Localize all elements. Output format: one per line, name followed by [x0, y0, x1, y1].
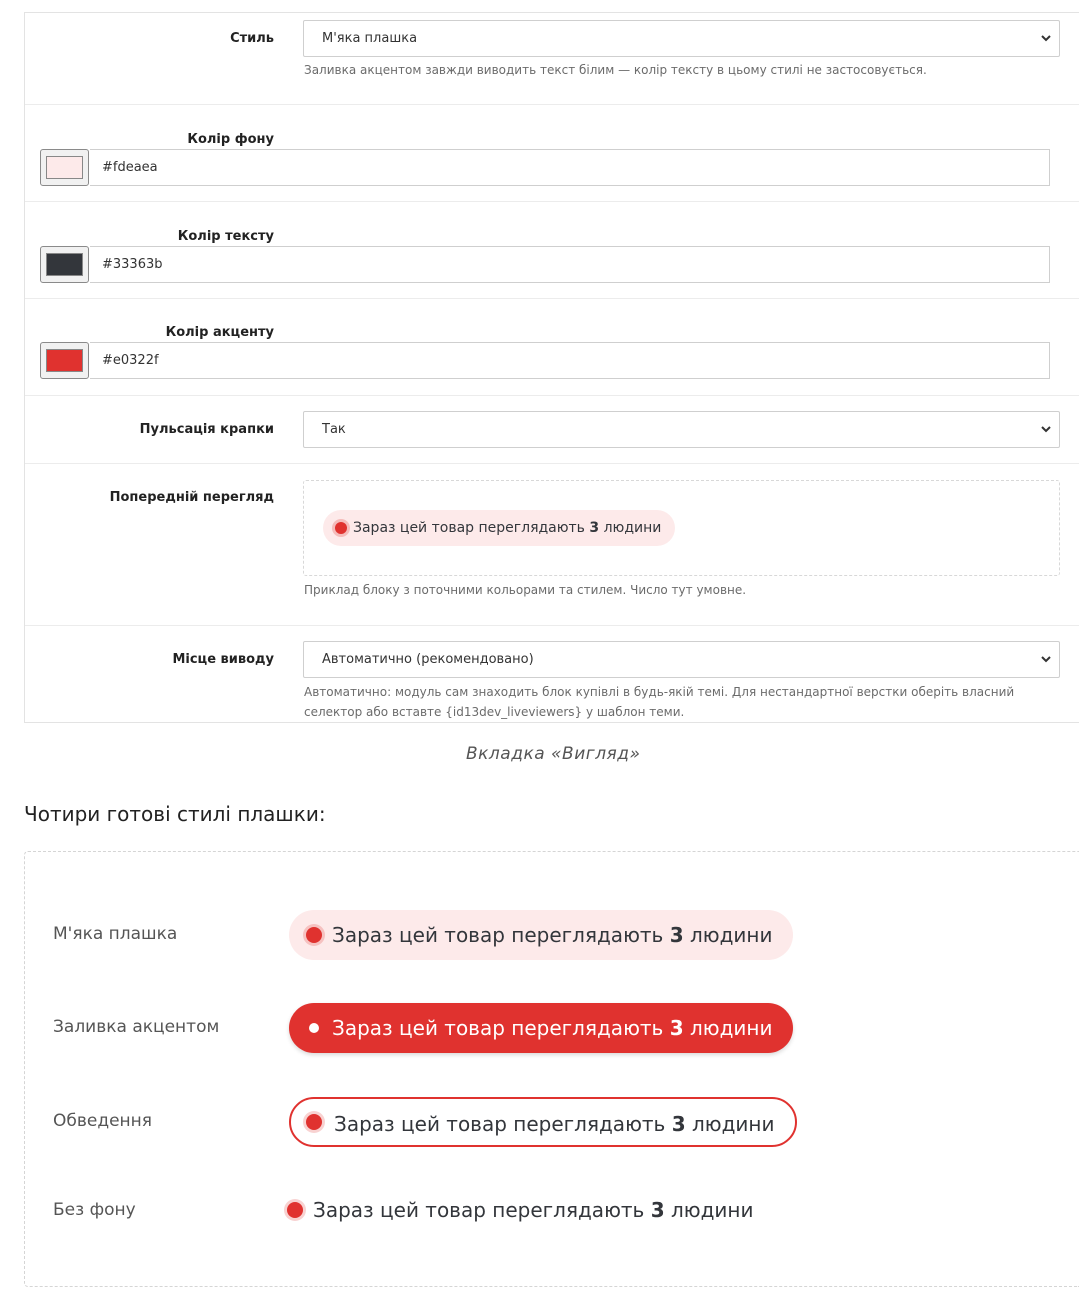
text-color-value: #33363b: [102, 257, 163, 272]
chevron-down-icon: [1039, 420, 1053, 438]
placement-select-value: Автоматично (рекомендовано): [322, 652, 534, 667]
badge-soft: [289, 910, 793, 960]
chevron-down-icon: [1039, 650, 1053, 668]
text-color-input[interactable]: [90, 246, 1050, 283]
accent-color-value: #e0322f: [102, 353, 159, 368]
badge-soft-text: Зараз цей товар переглядають: [332, 923, 670, 947]
bg-color-row: [25, 105, 1079, 202]
style-help-text: Заливка акцентом завжди виводить текст білим — колір тексту в цьому стилі не застосовується.: [304, 63, 927, 77]
text-color-label: Колір тексту: [177, 229, 274, 244]
preview-badge-suffix: людини: [599, 520, 662, 536]
style-row: [25, 13, 1079, 105]
accent-color-input[interactable]: [90, 342, 1050, 379]
pulse-dot-icon: [335, 522, 347, 534]
bg-color-label: Колір фону: [187, 132, 274, 147]
text-color-field: [40, 246, 1050, 283]
badge-fill-suffix: людини: [683, 1016, 773, 1040]
preview-badge: [323, 510, 675, 546]
accent-color-picker-button[interactable]: [40, 342, 89, 379]
style-label-soft: М'яка плашка: [53, 924, 178, 944]
preview-label: Попередній перегляд: [109, 490, 274, 505]
badge-outline-text: Зараз цей товар переглядають: [334, 1112, 672, 1136]
badge-fill: [289, 1003, 793, 1053]
chevron-down-icon: [1039, 29, 1053, 47]
preview-row: [25, 464, 1079, 626]
pulse-dot-icon: [306, 1114, 322, 1130]
bg-color-field: [40, 149, 1050, 186]
accent-color-label: Колір акценту: [165, 325, 274, 340]
bg-color-value: #fdeaea: [102, 160, 158, 175]
style-label-fill: Заливка акцентом: [53, 1017, 220, 1037]
styles-heading: Чотири готові стилі плашки:: [24, 802, 326, 826]
pulse-dot-icon: [306, 927, 322, 943]
text-color-picker-button[interactable]: [40, 246, 89, 283]
appearance-settings-panel: [24, 12, 1079, 723]
accent-color-row: [25, 299, 1079, 396]
pulse-select[interactable]: [303, 411, 1060, 448]
style-label-plain: Без фону: [53, 1200, 136, 1220]
style-select-value: М'яка плашка: [322, 31, 418, 46]
bg-color-swatch: [46, 156, 83, 179]
bg-color-picker-button[interactable]: [40, 149, 89, 186]
style-label: Стиль: [230, 31, 274, 46]
badge-soft-count: 3: [669, 923, 684, 947]
pulse-label: Пульсація крапки: [139, 422, 274, 437]
placement-help-line-2: селектор або вставте {id13dev_liveviewers} у шаблон теми.: [304, 705, 685, 719]
placement-row: [25, 626, 1079, 724]
placement-label: Місце виводу: [172, 652, 274, 667]
styles-showcase: [24, 851, 1079, 1287]
badge-plain-text: Зараз цей товар переглядають: [313, 1198, 651, 1222]
badge-outline: [289, 1097, 797, 1147]
preview-help-text: Приклад блоку з поточними кольорами та стилем. Число тут умовне.: [304, 583, 747, 597]
badge-fill-text: Зараз цей товар переглядають: [332, 1016, 670, 1040]
pulse-row: [25, 396, 1079, 464]
preview-box: [303, 480, 1060, 576]
badge-outline-count: 3: [671, 1112, 686, 1136]
badge-soft-suffix: людини: [683, 923, 773, 947]
preview-badge-count: 3: [589, 520, 600, 536]
style-select[interactable]: [303, 20, 1060, 57]
preview-badge-text: Зараз цей товар переглядають: [353, 520, 590, 536]
badge-plain-suffix: людини: [664, 1198, 754, 1222]
figure-caption: Вкладка «Вигляд»: [466, 744, 641, 764]
badge-fill-count: 3: [669, 1016, 684, 1040]
pulse-dot-icon: [287, 1202, 303, 1218]
pulse-dot-icon: [309, 1023, 319, 1033]
text-color-swatch: [46, 253, 83, 276]
placement-select[interactable]: [303, 641, 1060, 678]
style-label-outline: Обведення: [53, 1111, 153, 1131]
placement-help-line-1: Автоматично: модуль сам знаходить блок купівлі в будь-якій темі. Для нестандартної верстки оберіть власний: [304, 685, 1015, 699]
pulse-select-value: Так: [322, 422, 346, 437]
text-color-row: [25, 202, 1079, 299]
badge-plain: [287, 1185, 774, 1235]
badge-plain-count: 3: [650, 1198, 665, 1222]
bg-color-input[interactable]: [90, 149, 1050, 186]
accent-color-swatch: [46, 349, 83, 372]
badge-outline-suffix: людини: [685, 1112, 775, 1136]
accent-color-field: [40, 342, 1050, 379]
